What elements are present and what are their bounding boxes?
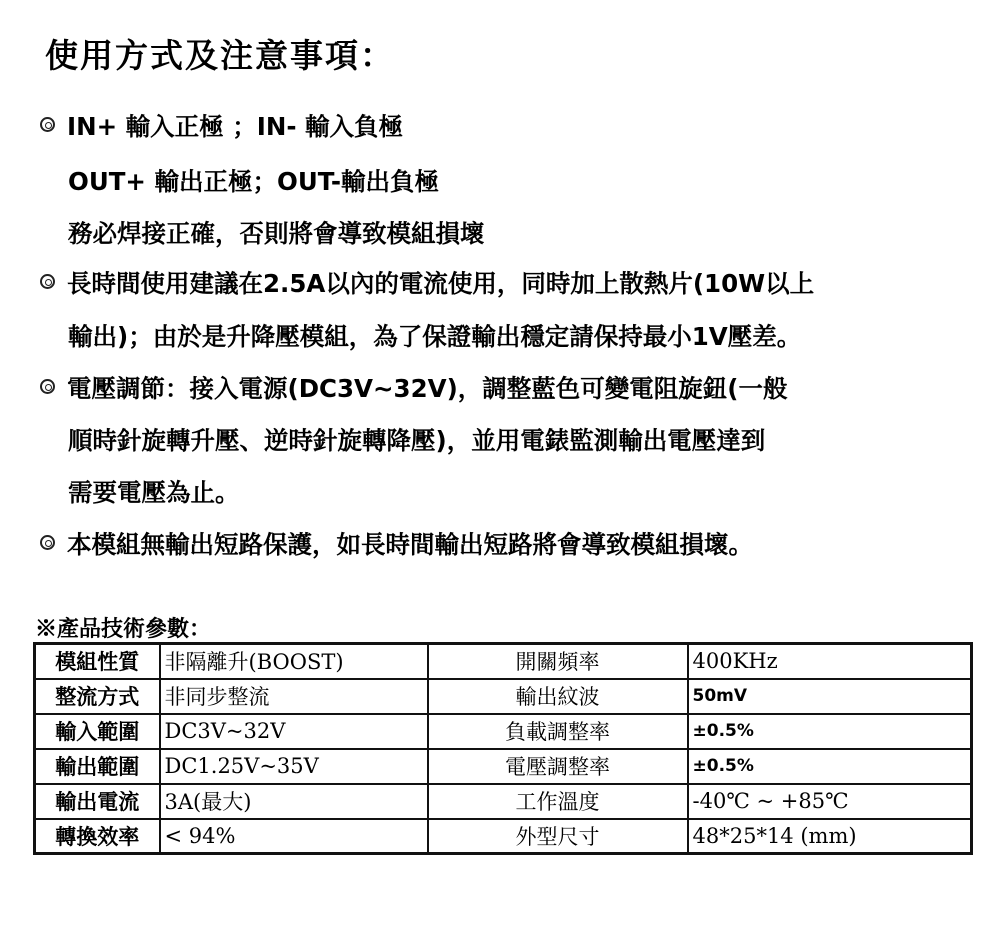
bullet-icon	[40, 117, 55, 132]
note-3-cont	[68, 478, 240, 507]
spec-value: 3A(最大)	[160, 784, 428, 819]
spec-key: 輸入範圍	[35, 714, 160, 749]
note-4	[40, 530, 753, 559]
spec-value: ±0.5%	[688, 749, 972, 784]
page-title: 使用方式及注意事項：	[45, 36, 395, 75]
note-3	[40, 374, 788, 403]
spec-value: 非同步整流	[160, 679, 428, 714]
note-text: 輸出)；由於是升降壓模組，為了保證輸出穩定請保持最小1V壓差。	[68, 322, 802, 351]
spec-value: 48*25*14 (mm)	[688, 819, 972, 854]
spec-value: 50mV	[688, 679, 972, 714]
spec-key: 轉換效率	[35, 819, 160, 854]
table-row	[35, 679, 972, 714]
spec-value: -40℃ ~ +85℃	[688, 784, 972, 819]
spec-value: ±0.5%	[688, 714, 972, 749]
spec-title: ※產品技術參數：	[35, 616, 212, 642]
note-text: 順時針旋轉升壓、逆時針旋轉降壓)，並用電錶監測輸出電壓達到	[68, 426, 766, 455]
table-row	[35, 784, 972, 819]
spec-key: 模組性質	[35, 644, 160, 679]
note-text: 務必焊接正確，否則將會導致模組損壞	[68, 219, 485, 248]
table-row	[35, 644, 972, 679]
table-row	[35, 714, 972, 749]
bullet-icon	[40, 379, 55, 394]
spec-key: 電壓調整率	[428, 749, 688, 784]
spec-key: 輸出電流	[35, 784, 160, 819]
note-3-cont	[68, 426, 766, 455]
spec-key: 工作溫度	[428, 784, 688, 819]
note-text: OUT+ 輸出正極；OUT-輸出負極	[68, 167, 439, 196]
note-1	[40, 112, 404, 141]
spec-key: 開關頻率	[428, 644, 688, 679]
spec-key: 負載調整率	[428, 714, 688, 749]
spec-table	[33, 642, 973, 855]
note-text: 本模組無輸出短路保護，如長時間輸出短路將會導致模組損壞。	[67, 530, 753, 559]
bullet-icon	[40, 535, 55, 550]
bullet-icon	[40, 274, 55, 289]
spec-key: 整流方式	[35, 679, 160, 714]
note-text: IN+ 輸入正極 ；IN- 輸入負極	[67, 112, 404, 141]
table-row	[35, 749, 972, 784]
note-1-cont	[68, 219, 485, 248]
spec-value: 非隔離升(BOOST)	[160, 644, 428, 679]
spec-value: DC3V~32V	[160, 714, 428, 749]
table-row	[35, 819, 972, 854]
spec-value: < 94%	[160, 819, 428, 854]
note-text: 需要電壓為止。	[68, 478, 240, 507]
note-text: 電壓調節：接入電源(DC3V~32V)，調整藍色可變電阻旋鈕(一般	[67, 374, 788, 403]
note-2-cont	[68, 322, 802, 351]
spec-key: 輸出紋波	[428, 679, 688, 714]
spec-value: DC1.25V~35V	[160, 749, 428, 784]
spec-key: 外型尺寸	[428, 819, 688, 854]
spec-key: 輸出範圍	[35, 749, 160, 784]
note-text: 長時間使用建議在2.5A以內的電流使用，同時加上散熱片(10W以上	[67, 269, 815, 298]
note-2	[40, 269, 815, 298]
spec-value: 400KHz	[688, 644, 972, 679]
note-1-cont	[68, 167, 439, 196]
